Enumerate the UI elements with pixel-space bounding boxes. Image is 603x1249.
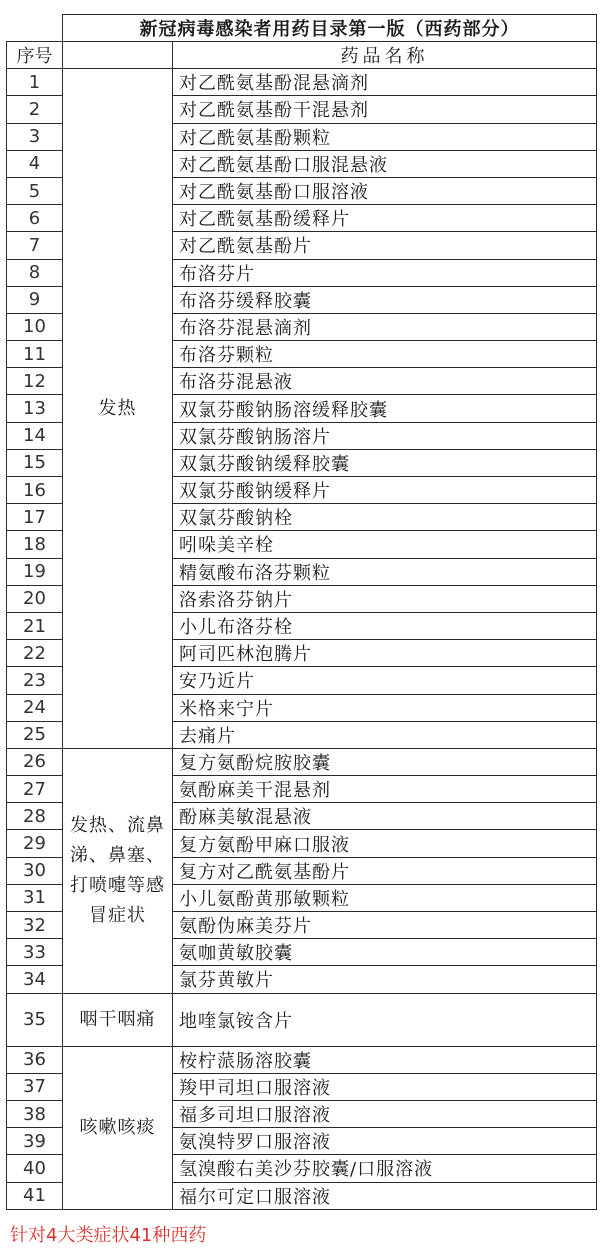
drug-name: 桉柠蒎肠溶胶囊: [173, 1046, 597, 1073]
row-index: 25: [7, 721, 63, 748]
drug-name: 双氯芬酸钠肠溶缓释胶囊: [173, 395, 597, 422]
row-index: 28: [7, 803, 63, 830]
row-index: 24: [7, 694, 63, 721]
symptom-category: 咳嗽咳痰: [63, 1046, 173, 1209]
footer-note: 针对4大类症状41种西药: [10, 1225, 207, 1246]
drug-name: 福尔可定口服溶液: [173, 1182, 597, 1209]
row-index: 21: [7, 612, 63, 639]
drug-name: 布洛芬缓释胶囊: [173, 286, 597, 313]
row-index: 27: [7, 776, 63, 803]
row-index: 15: [7, 449, 63, 476]
drug-name: 阿司匹林泡腾片: [173, 640, 597, 667]
drug-name: 安乃近片: [173, 667, 597, 694]
drug-name: 对乙酰氨基酚颗粒: [173, 123, 597, 150]
header-index: 序号: [7, 42, 63, 69]
row-index: 30: [7, 857, 63, 884]
drug-name: 对乙酰氨基酚干混悬剂: [173, 96, 597, 123]
drug-name: 布洛芬片: [173, 259, 597, 286]
row-index: 14: [7, 422, 63, 449]
drug-name: 氨酚伪麻美芬片: [173, 912, 597, 939]
row-index: 17: [7, 504, 63, 531]
drug-name: 氢溴酸右美沙芬胶囊/口服溶液: [173, 1155, 597, 1182]
header-drug-name: 药品名称: [173, 42, 597, 69]
row-index: 9: [7, 286, 63, 313]
drug-name: 小儿布洛芬栓: [173, 612, 597, 639]
drug-name: 布洛芬混悬滴剂: [173, 313, 597, 340]
row-index: 11: [7, 341, 63, 368]
drug-name: 福多司坦口服溶液: [173, 1100, 597, 1127]
symptom-category: 咽干咽痛: [63, 993, 173, 1046]
drug-name: 复方对乙酰氨基酚片: [173, 857, 597, 884]
table-title: 新冠病毒感染者用药目录第一版（西药部分）: [63, 15, 597, 42]
drug-name: 双氯芬酸钠肠溶片: [173, 422, 597, 449]
drug-name: 去痛片: [173, 721, 597, 748]
row-index: 18: [7, 531, 63, 558]
drug-name: 氯芬黄敏片: [173, 966, 597, 993]
row-index: 19: [7, 558, 63, 585]
drug-name: 复方氨酚烷胺胶囊: [173, 748, 597, 775]
row-index: 5: [7, 177, 63, 204]
row-index: 36: [7, 1046, 63, 1073]
drug-list-sheet: [6, 14, 596, 1210]
drug-name: 双氯芬酸钠栓: [173, 504, 597, 531]
drug-name: 对乙酰氨基酚缓释片: [173, 205, 597, 232]
drug-name: 小儿氨酚黄那敏颗粒: [173, 884, 597, 911]
row-index: 29: [7, 830, 63, 857]
drug-name: 对乙酰氨基酚混悬滴剂: [173, 69, 597, 96]
drug-name: 氨溴特罗口服溶液: [173, 1128, 597, 1155]
row-index: 2: [7, 96, 63, 123]
symptom-category: 发热、流鼻涕、鼻塞、打喷嚏等感冒症状: [63, 748, 173, 993]
row-index: 32: [7, 912, 63, 939]
drug-name: 吲哚美辛栓: [173, 531, 597, 558]
header-row: [7, 42, 597, 69]
drug-name: 羧甲司坦口服溶液: [173, 1073, 597, 1100]
table-row: [7, 748, 597, 775]
drug-name: 双氯芬酸钠缓释胶囊: [173, 449, 597, 476]
row-index: 6: [7, 205, 63, 232]
drug-name: 对乙酰氨基酚片: [173, 232, 597, 259]
symptom-category: 发热: [63, 69, 173, 749]
row-index: 10: [7, 313, 63, 340]
row-index: 35: [7, 993, 63, 1046]
drug-name: 对乙酰氨基酚口服溶液: [173, 177, 597, 204]
drug-name: 酚麻美敏混悬液: [173, 803, 597, 830]
row-index: 40: [7, 1155, 63, 1182]
drug-table: [6, 14, 597, 1210]
table-row: [7, 1046, 597, 1073]
drug-name: 氨酚麻美干混悬剂: [173, 776, 597, 803]
drug-name: 洛索洛芬钠片: [173, 585, 597, 612]
row-index: 39: [7, 1128, 63, 1155]
row-index: 33: [7, 939, 63, 966]
drug-name: 双氯芬酸钠缓释片: [173, 477, 597, 504]
row-index: 3: [7, 123, 63, 150]
row-index: 26: [7, 748, 63, 775]
row-index: 1: [7, 69, 63, 96]
row-index: 34: [7, 966, 63, 993]
corner-blank: [7, 15, 63, 42]
drug-name: 地喹氯铵含片: [173, 993, 597, 1046]
title-row: [7, 15, 597, 42]
row-index: 20: [7, 585, 63, 612]
drug-name: 精氨酸布洛芬颗粒: [173, 558, 597, 585]
row-index: 38: [7, 1100, 63, 1127]
row-index: 4: [7, 150, 63, 177]
row-index: 31: [7, 884, 63, 911]
drug-name: 米格来宁片: [173, 694, 597, 721]
row-index: 41: [7, 1182, 63, 1209]
table-row: [7, 993, 597, 1046]
row-index: 12: [7, 368, 63, 395]
row-index: 22: [7, 640, 63, 667]
header-category: [63, 42, 173, 69]
row-index: 16: [7, 477, 63, 504]
drug-name: 对乙酰氨基酚口服混悬液: [173, 150, 597, 177]
row-index: 37: [7, 1073, 63, 1100]
drug-name: 复方氨酚甲麻口服液: [173, 830, 597, 857]
drug-name: 氨咖黄敏胶囊: [173, 939, 597, 966]
drug-name: 布洛芬混悬液: [173, 368, 597, 395]
table-row: [7, 69, 597, 96]
drug-name: 布洛芬颗粒: [173, 341, 597, 368]
row-index: 7: [7, 232, 63, 259]
row-index: 8: [7, 259, 63, 286]
row-index: 23: [7, 667, 63, 694]
row-index: 13: [7, 395, 63, 422]
